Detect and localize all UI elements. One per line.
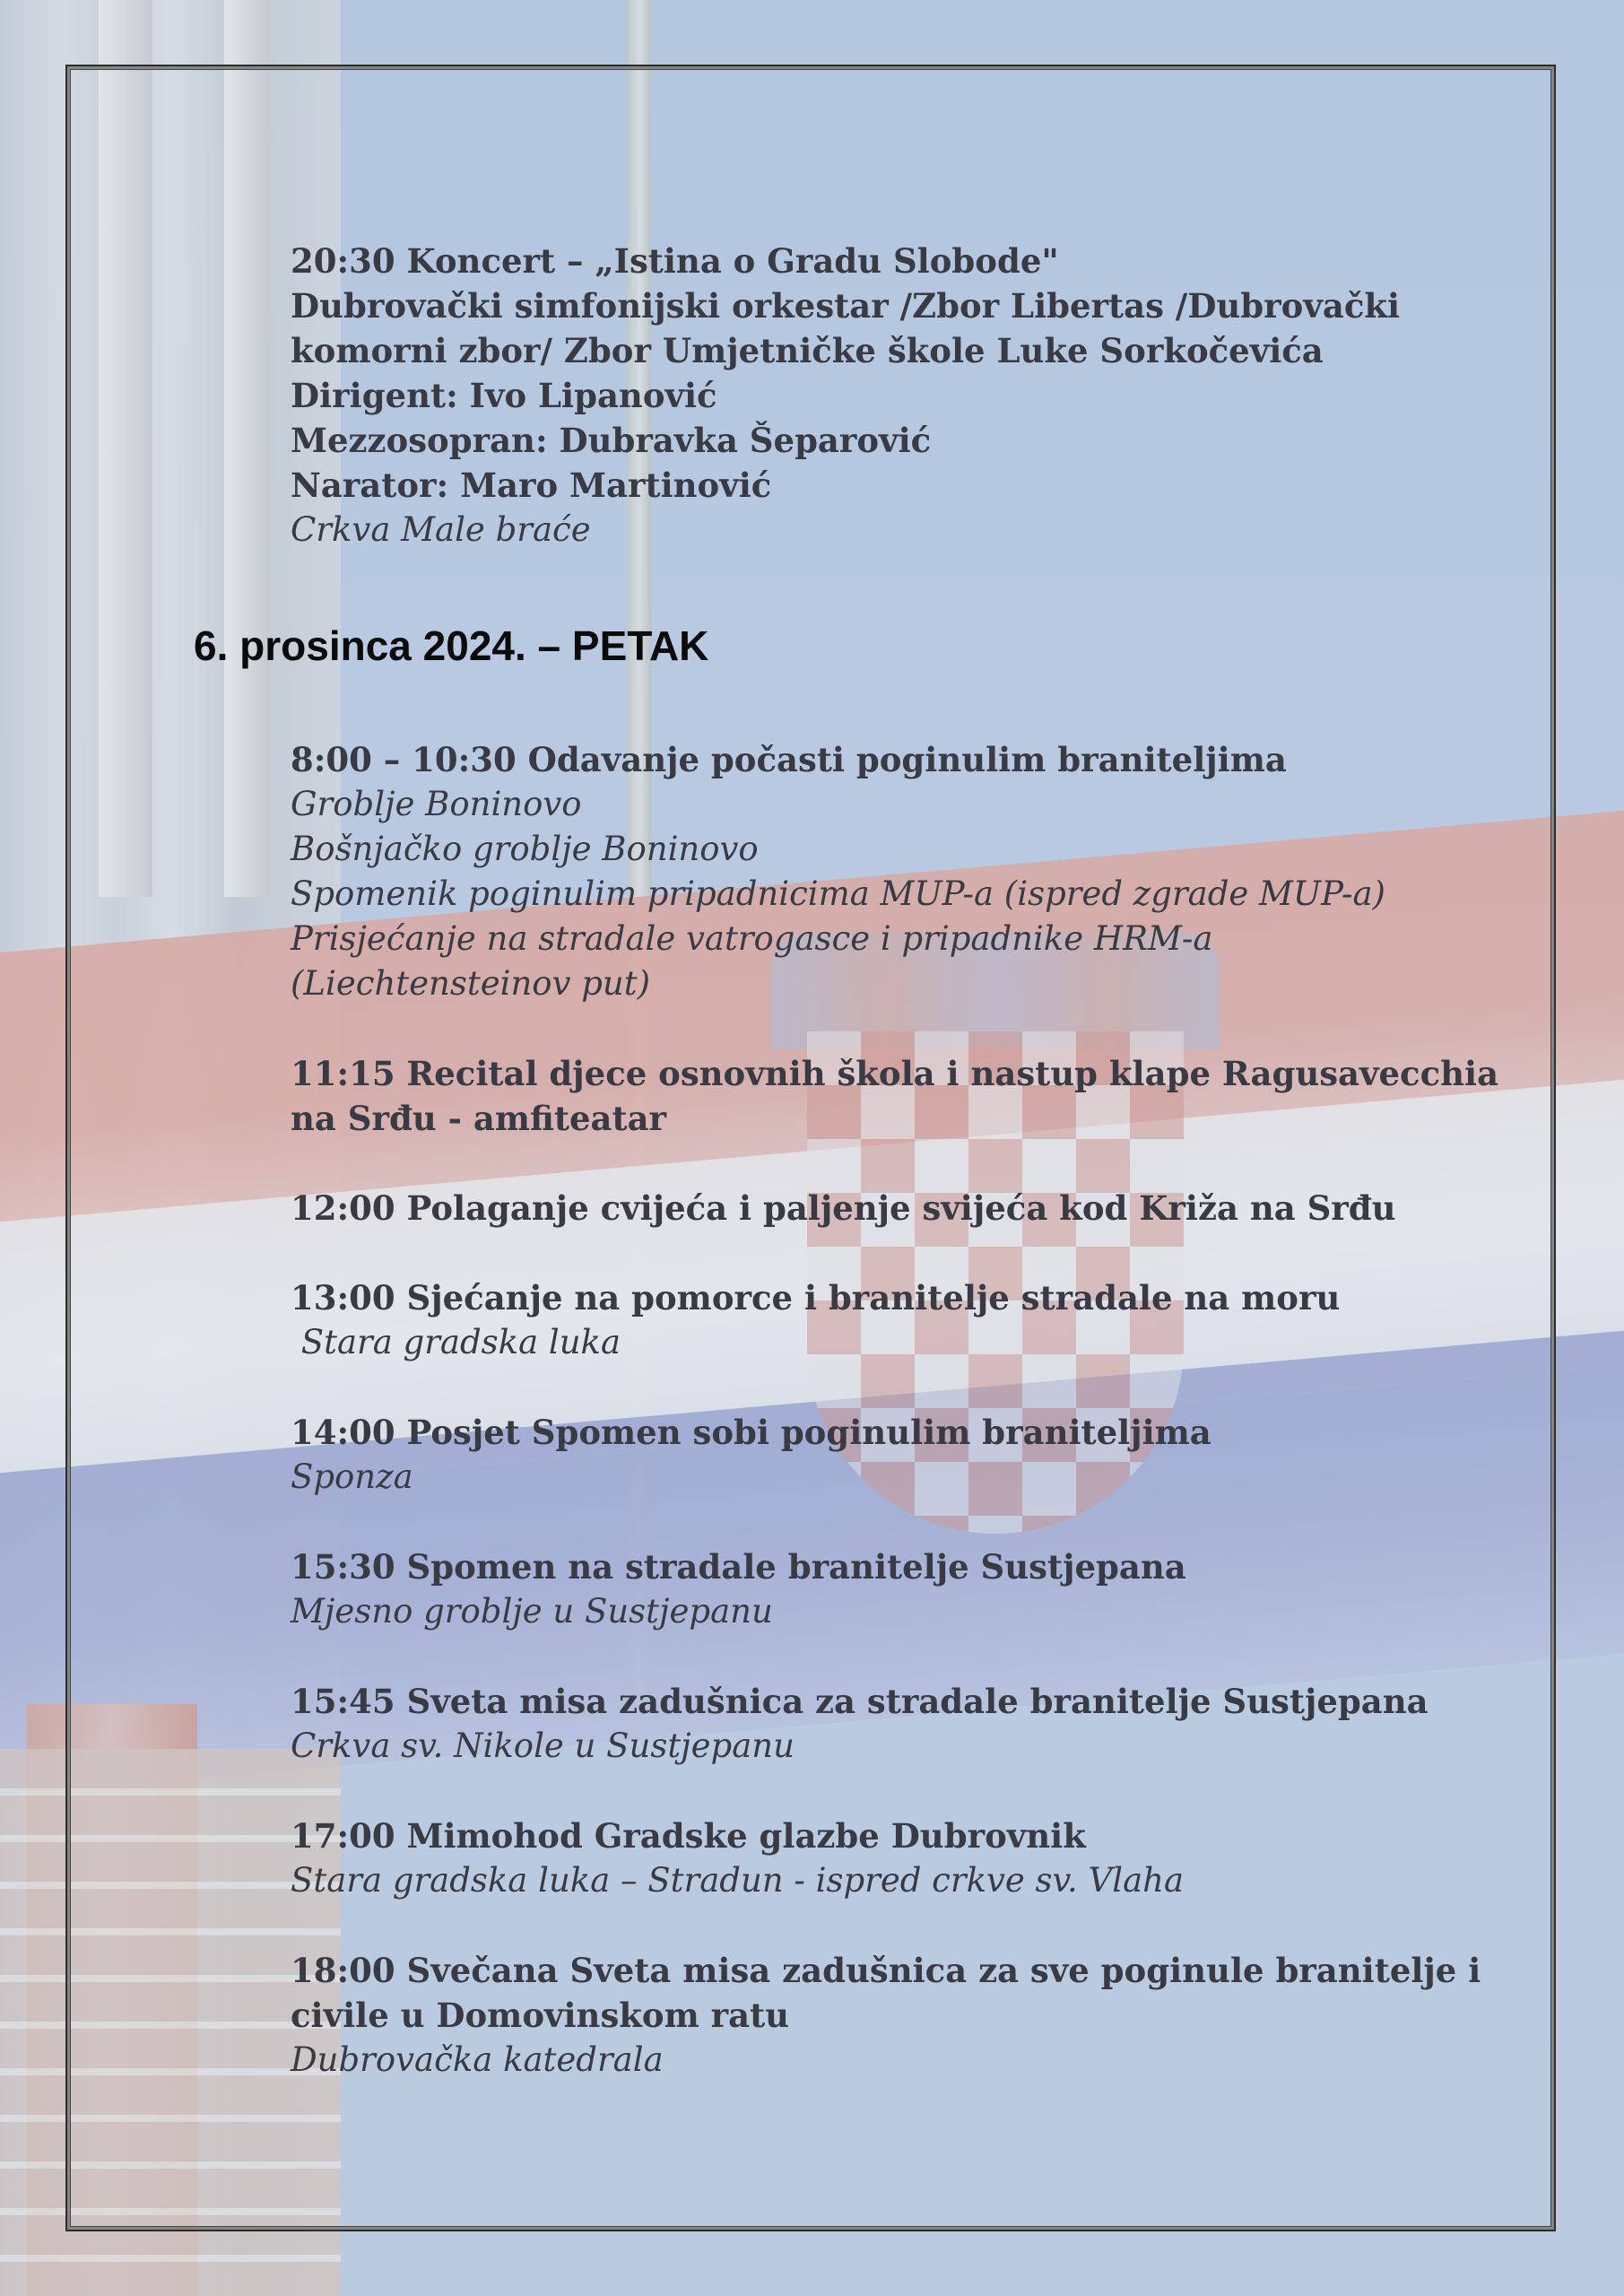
event-entry [291, 1275, 1474, 1365]
event-title: 13:00 Sjećanje na pomorce i branitelje stradale na moru [291, 1278, 1341, 1318]
concert-conductor: Dirigent: Ivo Lipanović [291, 376, 717, 415]
event-title: civile u Domovinskom ratu [291, 1996, 790, 2035]
event-title: 12:00 Polaganje cvijeća i paljenje svijeća kod Križa na Srđu [291, 1188, 1396, 1228]
event-entry [291, 1051, 1499, 1141]
event-title: 18:00 Svečana Sveta misa zadušnica za sve poginule branitelje i [291, 1951, 1481, 1990]
evening-concert-entry [291, 239, 1474, 552]
event-location: Groblje Boninovo [291, 785, 582, 823]
event-location: Dubrovačka katedrala [291, 2040, 664, 2079]
event-title: na Srđu - amfiteatar [291, 1099, 667, 1138]
event-title: 8:00 – 10:30 Odavanje počasti poginulim braniteljima [291, 740, 1287, 779]
event-entry [291, 1544, 1474, 1634]
event-title: 11:15 Recital djece osnovnih škola i nastup klape Ragusavecchia [291, 1054, 1499, 1093]
event-entry [291, 1186, 1474, 1231]
event-location: Crkva sv. Nikole u Sustjepanu [291, 1726, 795, 1765]
concert-narrator: Narator: Maro Martinović [291, 465, 772, 505]
event-entry [291, 1679, 1474, 1769]
concert-mezzo: Mezzosopran: Dubravka Šeparović [291, 421, 932, 460]
concert-venue: Crkva Male braće [291, 510, 591, 549]
event-entry [291, 1948, 1481, 2083]
concert-performers: komorni zbor/ Zbor Umjetničke škole Luke Sorkočevića [291, 331, 1324, 370]
event-title: 17:00 Mimohod Gradske glazbe Dubrovnik [291, 1816, 1086, 1856]
event-location: Sponza [291, 1457, 413, 1496]
event-location: Prisjećanje na stradale vatrogasce i pripadnike HRM-a [291, 919, 1213, 958]
concert-performers: Dubrovački simfonijski orkestar /Zbor Libertas /Dubrovački [291, 286, 1401, 326]
event-location: (Liechtensteinov put) [291, 964, 651, 1003]
event-location: Bošnjačko groblje Boninovo [291, 830, 759, 868]
event-location: Mjesno groblje u Sustjepanu [291, 1592, 773, 1631]
event-location: Stara gradska luka – Stradun - ispred crkve sv. Vlaha [291, 1861, 1185, 1900]
event-location: Stara gradska luka [291, 1323, 621, 1361]
event-entry [291, 1813, 1474, 1903]
event-location: Spomenik poginulim pripadnicima MUP-a (ispred zgrade MUP-a) [291, 874, 1385, 913]
event-title: 15:45 Sveta misa zadušnica za stradale branitelje Sustjepana [291, 1682, 1429, 1721]
event-entry [291, 737, 1474, 1006]
event-title: 14:00 Posjet Spomen sobi poginulim braniteljima [291, 1413, 1211, 1452]
day-heading: 6. prosinca 2024. – PETAK [194, 622, 709, 669]
event-title: 15:30 Spomen na stradale branitelje Sustjepana [291, 1547, 1186, 1587]
event-entry [291, 1410, 1474, 1500]
concert-title: 20:30 Koncert – „Istina o Gradu Slobode" [291, 241, 1059, 281]
